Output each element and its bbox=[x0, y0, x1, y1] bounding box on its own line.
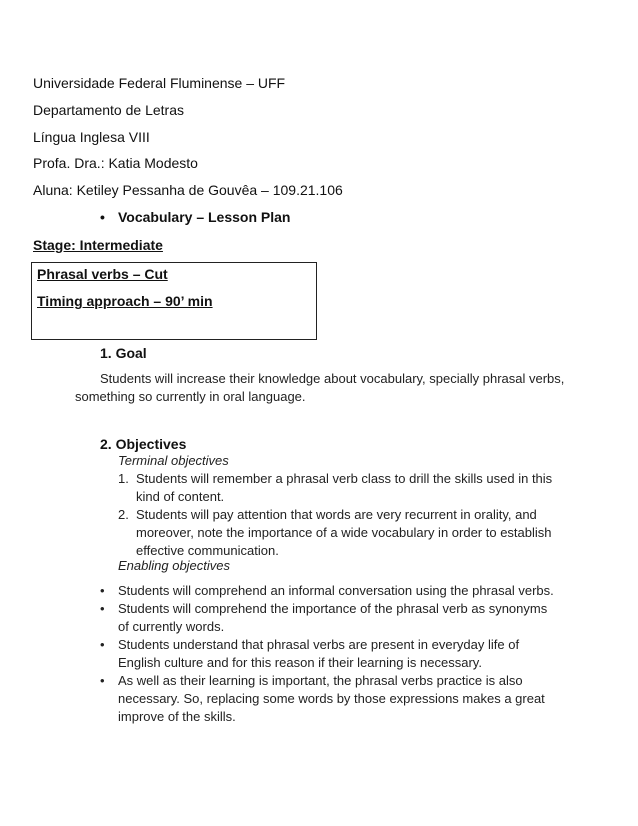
professor-line: Profa. Dra.: Katia Modesto bbox=[33, 155, 198, 171]
goal-heading: 1. Goal bbox=[100, 345, 147, 361]
objectives-heading: 2. Objectives bbox=[100, 436, 187, 452]
list-item-text: Students understand that phrasal verbs are present in everyday life of English culture and for this reason if their learning is necessary. bbox=[118, 637, 520, 670]
course-line: Língua Inglesa VIII bbox=[33, 129, 150, 145]
info-box bbox=[31, 262, 317, 340]
bullet-icon: • bbox=[100, 209, 105, 225]
enabling-objectives-label: Enabling objectives bbox=[118, 558, 231, 573]
goal-text-line-2: something so currently in oral language. bbox=[75, 389, 306, 404]
bullet-icon: • bbox=[100, 583, 105, 598]
list-item-text: Students will comprehend the importance of the phrasal verb as synonyms of currently words. bbox=[118, 601, 548, 634]
list-item-text: Students will comprehend an informal conversation using the phrasal verbs. bbox=[118, 583, 554, 598]
list-item-text: Students will pay attention that words are very recurrent in orality, and moreover, note the importance of a wide vocabulary in order to establish effective communication. bbox=[136, 507, 552, 558]
lesson-plan-title-text: Vocabulary – Lesson Plan bbox=[118, 209, 291, 225]
list-number: 2. bbox=[118, 507, 129, 522]
bullet-icon: • bbox=[100, 637, 105, 652]
enabling-objective-item bbox=[100, 600, 560, 636]
list-item-text: Students will remember a phrasal verb class to drill the skills used in this kind of content. bbox=[136, 471, 553, 504]
department-line: Departamento de Letras bbox=[33, 102, 184, 118]
goal-text-line-1: Students will increase their knowledge about vocabulary, specially phrasal verbs, bbox=[100, 371, 565, 386]
info-box-line-2: Timing approach – 90’ min bbox=[37, 293, 213, 309]
terminal-objectives-label: Terminal objectives bbox=[118, 453, 229, 468]
enabling-objective-item bbox=[100, 672, 560, 726]
university-line: Universidade Federal Fluminense – UFF bbox=[33, 75, 286, 91]
stage-heading: Stage: Intermediate bbox=[33, 237, 163, 253]
lesson-plan-title bbox=[100, 209, 290, 225]
enabling-objective-item bbox=[100, 636, 560, 672]
terminal-objective-item bbox=[118, 470, 558, 506]
bullet-icon: • bbox=[100, 601, 105, 616]
terminal-objective-item bbox=[118, 506, 558, 560]
info-box-line-1: Phrasal verbs – Cut bbox=[37, 266, 168, 282]
student-line: Aluna: Ketiley Pessanha de Gouvêa – 109.21.106 bbox=[33, 182, 343, 198]
list-item-text: As well as their learning is important, the phrasal verbs practice is also necessary. So, replacing some words by those expressions makes a great improve of the skills. bbox=[118, 673, 545, 724]
enabling-objective-item bbox=[100, 582, 560, 600]
list-number: 1. bbox=[118, 471, 129, 486]
bullet-icon: • bbox=[100, 673, 105, 688]
